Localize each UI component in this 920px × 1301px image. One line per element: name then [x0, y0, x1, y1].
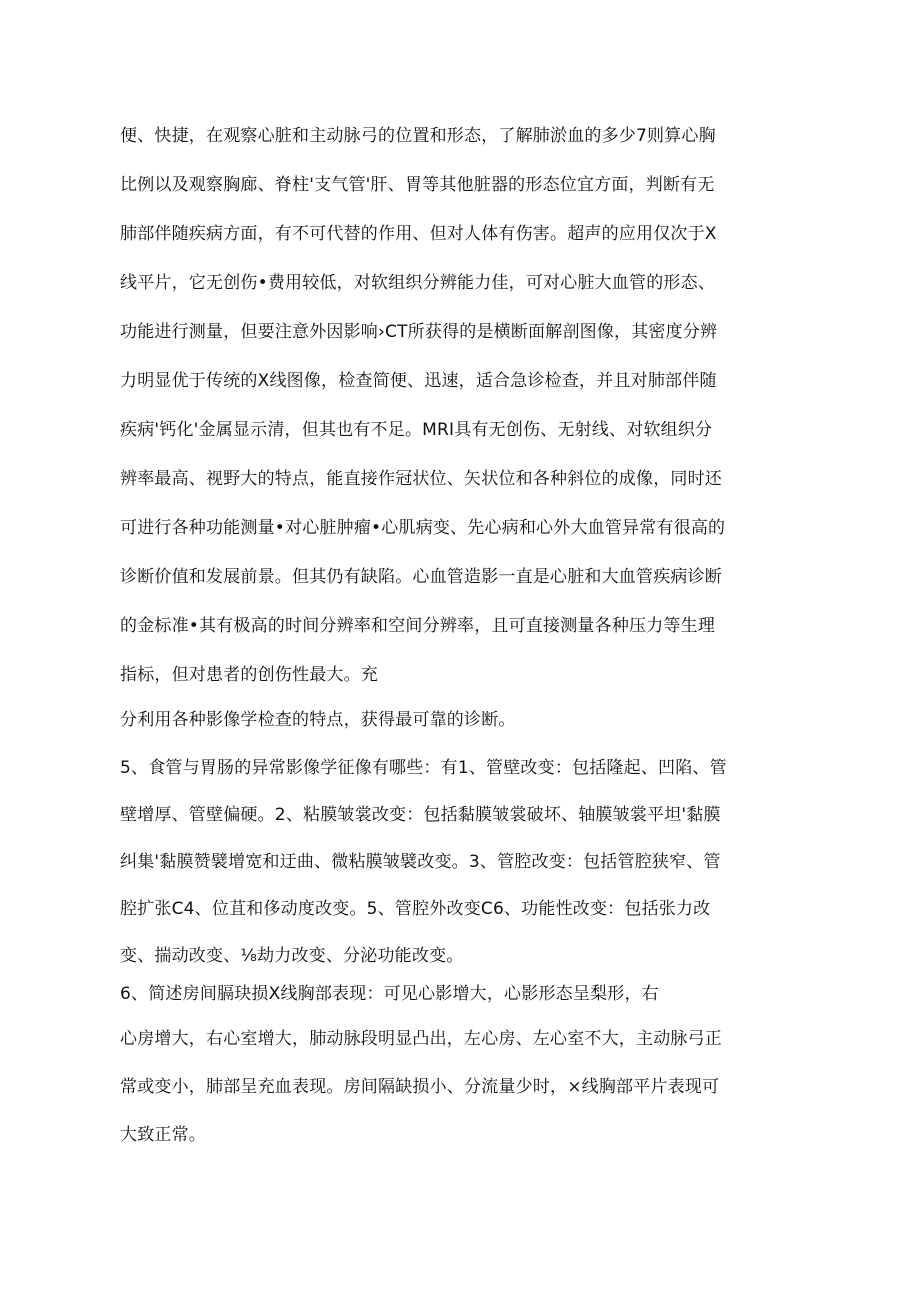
text-line: 纠集'黏膜赞襞增宽和迂曲、微粘膜皱襞改变。3、管腔改变：包括管腔狭窄、管: [120, 852, 721, 872]
text-line: 诊断价值和发展前景。但其仍有缺陷。心血管造影一直是心脏和大血管疾病诊断: [120, 567, 722, 587]
text-line: 分利用各种影像学检查的特点，获得最可靠的诊断。: [120, 710, 516, 730]
text-line: 常或变小，肺部呈充血表现。房间隔缺损小、分流量少时，×线胸部平片表现可: [120, 1077, 720, 1097]
text-line: 比例以及观察胸廊、脊柱'支气管'肝、胃等其他脏器的形态位宜方面，判断有无: [120, 175, 715, 195]
text-line: 腔扩张C4、位苴和侈动度改变。5、管腔外改变C6、功能性改变：包括张力改: [120, 899, 711, 919]
text-line: 壁增厚、管壁偏硬。2、粘膜皱裳改变：包括黏膜皱裳破坏、轴膜皱裳平坦'黏膜: [120, 805, 721, 825]
text-line: 的金标准•其有极高的时间分辨率和空间分辨率，且可直接测量各种压力等生理: [120, 616, 716, 636]
text-line: 力明显优于传统的X线图像，检查简便、迅速，适合急诊检查，并且对肺部伴随: [120, 371, 717, 391]
text-line: 心房增大，右心室增大，肺动脉段明显凸出，左心房、左心室不大，主动脉弓正: [120, 1029, 722, 1049]
text-line: 线平片，它无创伤•费用较低，对软组织分辨能力佳，可对心脏大血管的形态、: [120, 273, 716, 293]
text-line: 肺部伴随疾病方面，有不可代替的作用、但对人体有伤害。超声的应用仅次于X: [120, 224, 717, 244]
text-line: 功能进行测量，但要注意外因影响›CT所获得的是横断面解剖图像，其密度分辨: [120, 322, 718, 342]
text-line: 辨率最高、视野大的特点，能直接作冠状位、矢状位和各种斜位的成像，同时还: [120, 469, 722, 489]
text-line: 变、揣动改变、⅛劫力改变、分泌功能改变。: [120, 946, 464, 966]
text-line: 疾病'钙化'金属显示清，但其也有不足。MRI具有无创伤、无射线、对软组织分: [120, 420, 713, 440]
text-line: 可进行各种功能测量•对心脏肿瘤•心肌病变、先心病和心外大血管异常有很高的: [120, 518, 726, 538]
text-line: 6、简述房间膈玦损X线胸部表现：可见心影增大，心影形态呈梨形，右: [120, 984, 659, 1004]
text-line: 便、快捷，在观察心脏和主动脉弓的位置和形态，了解肺淤血的多少7则算心胸: [120, 126, 716, 146]
text-line: 大致正常。: [120, 1125, 206, 1145]
text-line: 5、食管与胃肠的异常影像学征像有哪些：有1、管壁改变：包括隆起、凹陷、管: [120, 758, 727, 778]
text-line: 指标，但对患者的创伤性最大。充: [120, 665, 378, 685]
